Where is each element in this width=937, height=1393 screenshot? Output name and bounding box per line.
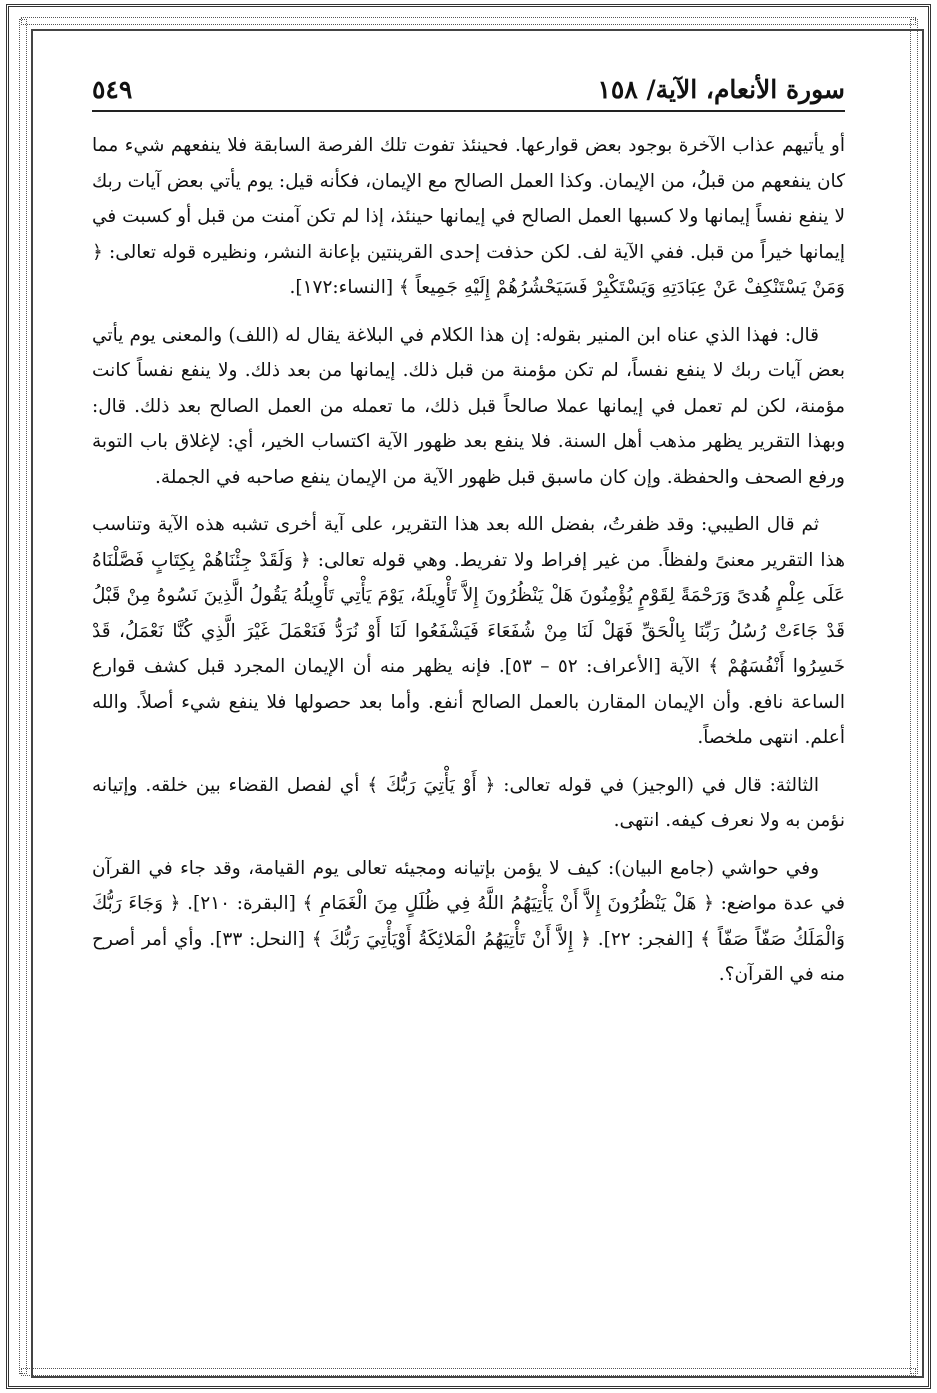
paragraph-3: ثم قال الطيبي: وقد ظفرتُ، بفضل الله بعد هذا التقرير، على آية أخرى تشبه هذه الآية وتناسب هذا التقرير معنىً ولفظاً. من غير إفراط ولا تفريط. وهي قوله تعالى: ﴿ وَلَقَدْ جِئْنَاهُمْ بِكِتَابٍ فَصَّلْنَاهُ عَلَى عِلْمٍ هُدىً وَرَحْمَةً لِقَوْمٍ يُؤْمِنُونَ هَلْ يَنْظُرُونَ إِلاَّ تَأْوِيلَهُ، يَوْمَ يَأْتِي تَأْوِيلُهُ يَقُولُ الَّذِينَ نَسُوهُ مِنْ قَبْلُ قَدْ جَاءَتْ رُسُلُ رَبِّنَا بِالْحَقِّ فَهَلْ لَنَا مِنْ شُفَعَاءَ فَيَشْفَعُوا لَنَا أَوْ نُرَدُّ فَنَعْمَلَ غَيْرَ الَّذِي كُنَّا نَعْمَلُ، قَدْ خَسِرُوا أَنْفُسَهُمْ ﴾ الآية [الأعراف: ٥٢ – ٥٣]. فإنه يظهر منه أن الإيمان المجرد قبل كشف قوارع الساعة نافع. وأن الإيمان المقارن بالعمل الصالح أنفع. وأما بعد حصولها فلا ينفع شيء أصلاً. والله أعلم. انتهى ملخصاً. — [92, 514, 845, 748]
paragraph-4: الثالثة: قال في (الوجيز) في قوله تعالى: ﴿ أَوْ يَأْتِيَ رَبُّكَ ﴾ أي لفصل القضاء بين خلقه. وإتيانه نؤمن به ولا نعرف كيفه. انتهى. — [92, 774, 845, 831]
paragraph-2: قال: فهذا الذي عناه ابن المنير بقوله: إن هذا الكلام في البلاغة يقال له (اللف) والمعنى يوم يأتي بعض آيات ربك لا ينفع نفساً، لم تكن مؤمنة من قبل ذلك. إيمانها من بعد ذلك. ولا ينفع نفساً كانت مؤمنة، لكن لم تعمل في إيمانها عملا صالحاً قبل ذلك، ما تعمله من العمل الصالح بعد ذلك. قال: وبهذا التقرير يظهر مذهب أهل السنة. فلا ينفع بعد ظهور الآية اكتساب الخير، أي: لإغلاق باب التوبة ورفع الصحف والحفظة. وإن كان ماسبق قبل ظهور الآية من الإيمان ينفع صاحبه في الجملة. — [92, 324, 845, 488]
ornamental-border-left — [19, 19, 27, 1374]
paragraph-1: أو يأتيهم عذاب الآخرة بوجود بعض قوارعها. فحينئذ تفوت تلك الفرصة السابقة فلا ينفعهم شيء مما كان ينفعهم من قبلُ، من الإيمان. وكذا العمل الصالح مع الإيمان، فكأنه قيل: يوم يأتي بعض آيات ربك لا ينفع نفساً إيمانها ولا كسبها العمل الصالح في إيمانها حينئذ، إذا لم تكن آمنت من قبل أو كسبت في إيمانها خيراً من قبل. ففي الآية لف. لكن حذفت إحدى القرينتين بإعانة النشر، ونظيره قوله تعالى: ﴿ وَمَنْ يَسْتَنْكِفْ عَنْ عِبَادَتِهِ وَيَسْتَكْبِرْ فَسَيَحْشُرُهُمْ إِلَيْهِ جَمِيعاً ﴾ [النساء:١٧٢]. — [92, 135, 845, 298]
page-body — [92, 128, 845, 1005]
paragraph-5: وفي حواشي (جامع البيان): كيف لا يؤمن بإتيانه ومجيئه تعالى يوم القيامة، وقد جاء في القرآن في عدة مواضع: ﴿ هَلْ يَنْظُرُونَ إِلاَّ أَنْ يَأْتِيَهُمُ اللَّهُ فِي ظُلَلٍ مِنَ الْغَمَامِ ﴾ [البقرة: ٢١٠]. ﴿ وَجَاءَ رَبُّكَ وَالْمَلَكُ صَفّاً صَفّاً ﴾ [الفجر: ٢٢]. ﴿ إِلاَّ أَنْ تَأْتِيَهُمُ الْمَلائِكَةُ أَوْيَأْتِيَ رَبُّكَ ﴾ [النحل: ٣٣]. وأي أمر أصرح منه في القرآن؟. — [92, 857, 845, 985]
page-number: ٥٤٩ — [92, 75, 133, 104]
running-title: سورة الأنعام، الآية/ ١٥٨ — [597, 75, 845, 104]
ornamental-border-top — [21, 17, 916, 25]
page-header — [92, 62, 845, 112]
